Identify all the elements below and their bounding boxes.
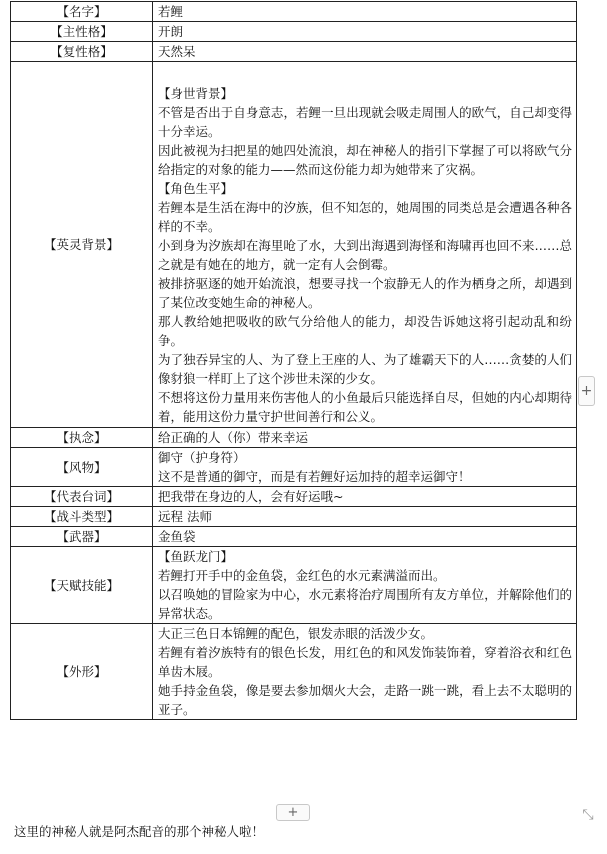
value-line: 不想将这份力量用来伤害他人的小鱼最后只能选择自尽，但她的内心却期待着，能用这份力量守护世间善行和公义。 (158, 390, 572, 424)
table-row (11, 2, 577, 22)
row-label: 【武器】 (11, 527, 153, 547)
row-label: 【代表台词】 (11, 487, 153, 507)
value-line: 【身世背景】 (158, 86, 234, 101)
value-line: 御守（护身符） (158, 450, 246, 465)
row-value[interactable] (153, 62, 577, 428)
row-label: 【主性格】 (11, 22, 153, 42)
table-row (11, 624, 577, 720)
value-line: 大正三色日本锦鲤的配色，银发赤眼的活泼少女。 (158, 626, 434, 641)
add-row-button[interactable]: + (276, 804, 310, 821)
row-value[interactable] (153, 487, 577, 507)
row-value[interactable] (153, 547, 577, 624)
row-label: 【外形】 (11, 624, 153, 720)
add-column-button[interactable]: + (578, 376, 595, 406)
value-line: 金鱼袋 (158, 529, 196, 544)
row-label: 【风物】 (11, 448, 153, 487)
table-row (11, 527, 577, 547)
row-label: 【英灵背景】 (11, 62, 153, 428)
value-line: 若鲤打开手中的金鱼袋，金红色的水元素满溢而出。 (158, 568, 446, 583)
value-line: 天然呆 (158, 44, 196, 59)
value-line: 远程 法师 (158, 509, 212, 524)
value-line: 以召唤她的冒险家为中心，水元素将治疗周围所有友方单位，并解除他们的异常状态。 (158, 587, 572, 621)
value-line: 那人教给她把吸收的欧气分给他人的能力，却没告诉她这将引起动乱和纷争。 (158, 314, 572, 348)
row-value[interactable] (153, 22, 577, 42)
value-line: 【鱼跃龙门】 (158, 549, 234, 564)
value-line: 【角色生平】 (158, 181, 234, 196)
value-line: 小到身为汐族却在海里呛了水，大到出海遇到海怪和海啸再也回不来……总之就是有她在的地方，就一定有人会倒霉。 (158, 238, 572, 272)
row-value[interactable] (153, 507, 577, 527)
row-value[interactable] (153, 428, 577, 448)
row-label: 【复性格】 (11, 42, 153, 62)
value-line: 被排挤驱逐的她开始流浪，想要寻找一个寂静无人的作为栖身之所，却遇到了某位改变她生命的神秘人。 (158, 276, 572, 310)
row-label: 【天赋技能】 (11, 547, 153, 624)
table-row (11, 22, 577, 42)
value-line: 给正确的人（你）带来幸运 (158, 430, 309, 445)
row-value[interactable] (153, 624, 577, 720)
table-row (11, 547, 577, 624)
resize-handle-icon[interactable]: ⤡ (582, 807, 594, 823)
table-row (11, 487, 577, 507)
row-value[interactable] (153, 448, 577, 487)
value-line: 若鲤本是生活在海中的汐族，但不知怎的，她周围的同类总是会遭遇各种各样的不幸。 (158, 200, 572, 234)
value-line: 她手持金鱼袋，像是要去参加烟火大会，走路一跳一跳，看上去不太聪明的亚子。 (158, 683, 572, 717)
value-line: 若鲤有着汐族特有的银色长发，用红色的和风发饰装饰着，穿着浴衣和红色单齿木屐。 (158, 645, 572, 679)
value-line: 把我带在身边的人，会有好运哦~ (158, 489, 344, 504)
row-label: 【战斗类型】 (11, 507, 153, 527)
row-value[interactable] (153, 42, 577, 62)
row-value[interactable] (153, 2, 577, 22)
character-table (10, 1, 577, 720)
value-line: 不管是否出于自身意志，若鲤一旦出现就会吸走周围人的欧气，自己却变得十分幸运。 (158, 105, 572, 139)
footnote-text: 这里的神秘人就是阿杰配音的那个神秘人啦！ (14, 824, 265, 839)
value-line: 这不是普通的御守，而是有若鲤好运加持的超幸运御守！ (158, 469, 471, 484)
value-line: 为了独吞异宝的人、为了登上王座的人、为了雄霸天下的人……贪婪的人们像豺狼一样盯上了这个涉世未深的少女。 (158, 352, 572, 386)
value-line: 因此被视为扫把星的她四处流浪，却在神秘人的指引下掌握了可以将欧气分给指定的对象的能力——然而这份能力却为她带来了灾祸。 (158, 143, 572, 177)
row-value[interactable] (153, 527, 577, 547)
table-row (11, 507, 577, 527)
row-label: 【名字】 (11, 2, 153, 22)
table-row (11, 448, 577, 487)
row-label: 【执念】 (11, 428, 153, 448)
table-row (11, 42, 577, 62)
value-line: 若鲤 (158, 4, 184, 19)
table-row (11, 428, 577, 448)
table-row (11, 62, 577, 428)
value-line: 开朗 (158, 24, 184, 39)
